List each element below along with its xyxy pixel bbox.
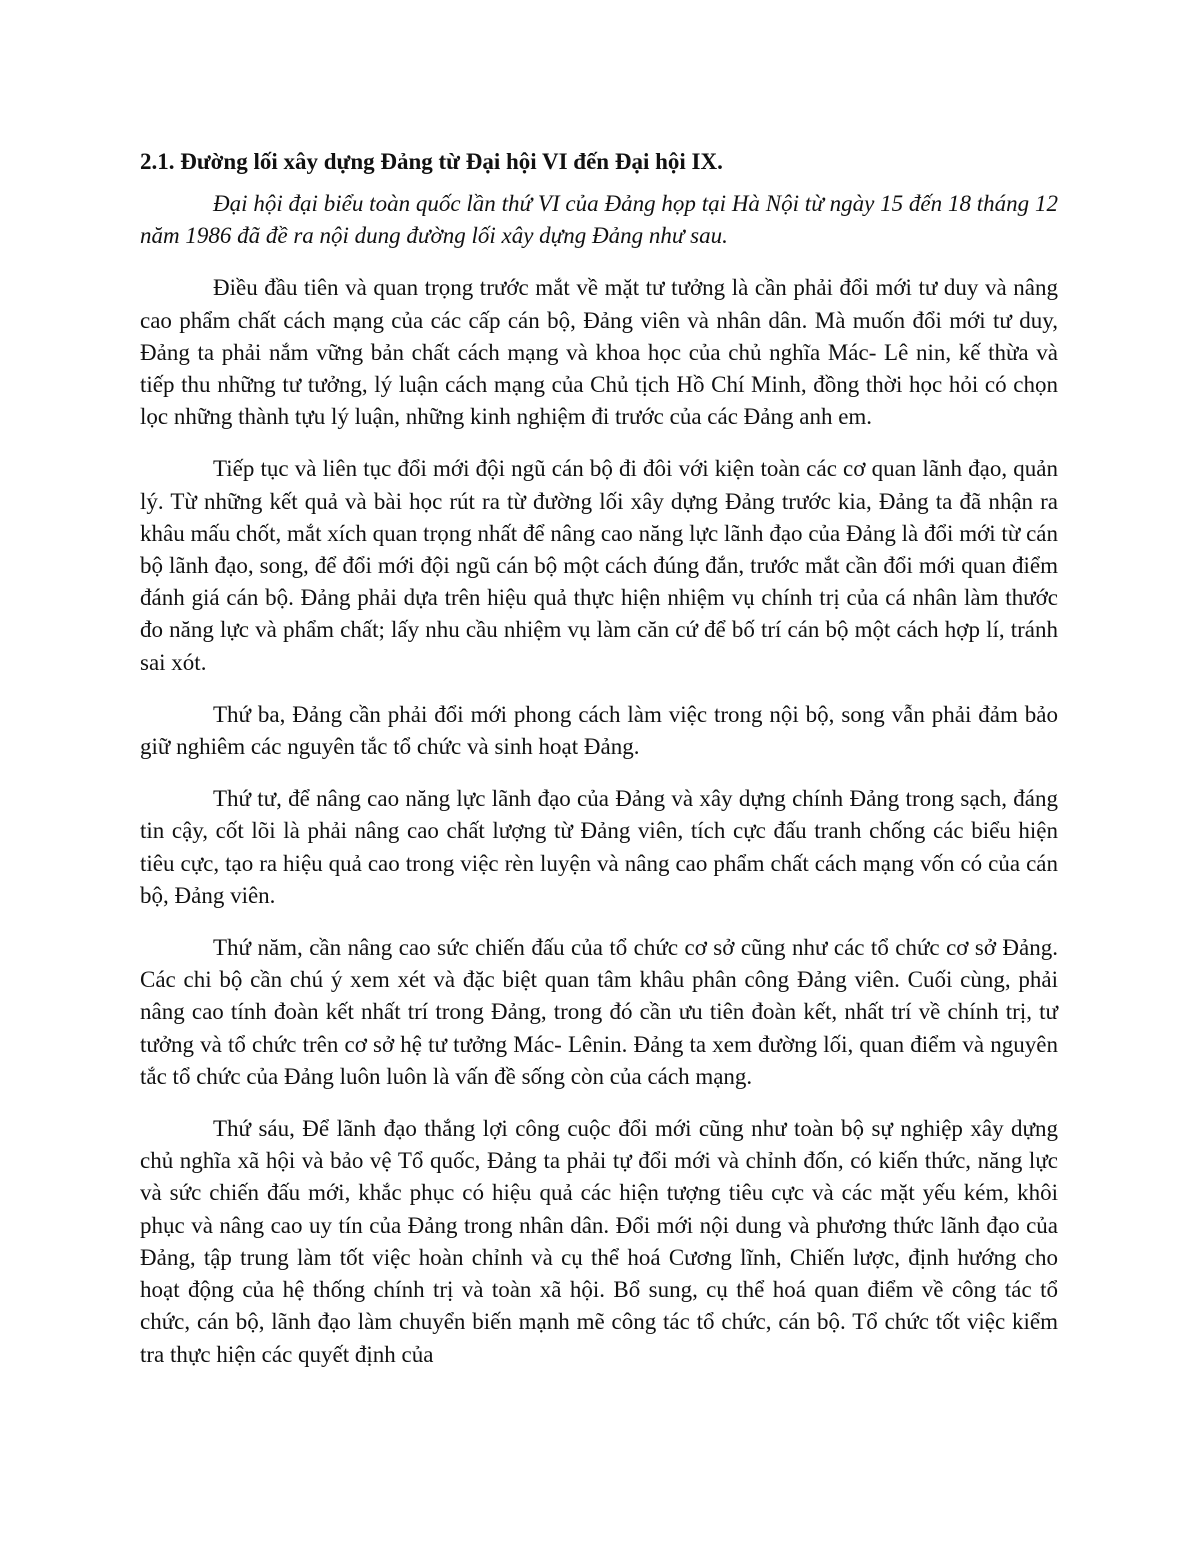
intro-paragraph: Đại hội đại biểu toàn quốc lần thứ VI của Đảng họp tại Hà Nội từ ngày 15 đến 18 tháng 12 năm 1986 đã đề ra nội dung đường lối xây dựng Đảng như sau.	[140, 191, 1058, 249]
document-body	[140, 146, 1058, 1391]
section-heading: 2.1. Đường lối xây dựng Đảng từ Đại hội VI đến Đại hội IX.	[140, 149, 723, 174]
paragraph-1: Điều đầu tiên và quan trọng trước mắt về mặt tư tưởng là cần phải đổi mới tư duy và nâng cao phẩm chất cách mạng của các cấp cán bộ, Đảng viên và nhân dân. Mà muốn đổi mới tư duy, Đảng ta phải nắm vững bản chất cách mạng và khoa học của chủ nghĩa Mác- Lê nin, kế thừa và tiếp thu những tư tưởng, lý luận cách mạng của Chủ tịch Hồ Chí Minh, đồng thời học hỏi có chọn lọc những thành tựu lý luận, những kinh nghiệm đi trước của các Đảng anh em.	[140, 275, 1058, 430]
paragraph-6: Thứ sáu, Để lãnh đạo thắng lợi công cuộc đổi mới cũng như toàn bộ sự nghiệp xây dựng chủ nghĩa xã hội và bảo vệ Tổ quốc, Đảng ta phải tự đổi mới và chỉnh đốn, có kiến thức, năng lực và sức chiến đấu mới, khắc phục có hiệu quả các hiện tượng tiêu cực và các mặt yếu kém, khôi phục và nâng cao uy tín của Đảng trong nhân dân. Đổi mới nội dung và phương thức lãnh đạo của Đảng, tập trung làm tốt việc hoàn chỉnh và cụ thể hoá Cương lĩnh, Chiến lược, định hướng cho hoạt động của hệ thống chính trị và toàn xã hội. Bổ sung, cụ thể hoá quan điểm về công tác tổ chức, cán bộ, lãnh đạo làm chuyển biến mạnh mẽ công tác tổ chức, cán bộ. Tổ chức tốt việc kiểm tra thực hiện các quyết định của	[140, 1116, 1058, 1367]
paragraph-2: Tiếp tục và liên tục đổi mới đội ngũ cán bộ đi đôi với kiện toàn các cơ quan lãnh đạo, quản lý. Từ những kết quả và bài học rút ra từ đường lối xây dựng Đảng trước kia, Đảng ta đã nhận ra khâu mấu chốt, mắt xích quan trọng nhất để nâng cao năng lực lãnh đạo của Đảng là đổi mới từ cán bộ lãnh đạo, song, để đổi mới đội ngũ cán bộ một cách đúng đắn, trước mắt cần đổi mới quan điểm đánh giá cán bộ. Đảng phải dựa trên hiệu quả thực hiện nhiệm vụ chính trị của cá nhân làm thước đo năng lực và phẩm chất; lấy nhu cầu nhiệm vụ làm căn cứ để bố trí cán bộ một cách hợp lí, tránh sai xót.	[140, 456, 1058, 675]
paragraph-4: Thứ tư, để nâng cao năng lực lãnh đạo của Đảng và xây dựng chính Đảng trong sạch, đáng tin cậy, cốt lõi là phải nâng cao chất lượng từ Đảng viên, tích cực đấu tranh chống các biểu hiện tiêu cực, tạo ra hiệu quả cao trong việc rèn luyện và nâng cao phẩm chất cách mạng vốn có của cán bộ, Đảng viên.	[140, 786, 1058, 908]
paragraph-3: Thứ ba, Đảng cần phải đổi mới phong cách làm việc trong nội bộ, song vẫn phải đảm bảo giữ nghiêm các nguyên tắc tổ chức và sinh hoạt Đảng.	[140, 701, 1058, 760]
paragraph-5: Thứ năm, cần nâng cao sức chiến đấu của tổ chức cơ sở cũng như các tổ chức cơ sở Đảng. Các chi bộ cần chú ý xem xét và đặc biệt quan tâm khâu phân công Đảng viên. Cuối cùng, phải nâng cao tính đoàn kết nhất trí trong Đảng, trong đó cần ưu tiên đoàn kết, nhất trí về chính trị, tư tưởng và tổ chức trên cơ sở hệ tư tưởng Mác- Lênin. Đảng ta xem đường lối, quan điểm và nguyên tắc tổ chức của Đảng luôn luôn là vấn đề sống còn của cách mạng.	[140, 935, 1058, 1089]
